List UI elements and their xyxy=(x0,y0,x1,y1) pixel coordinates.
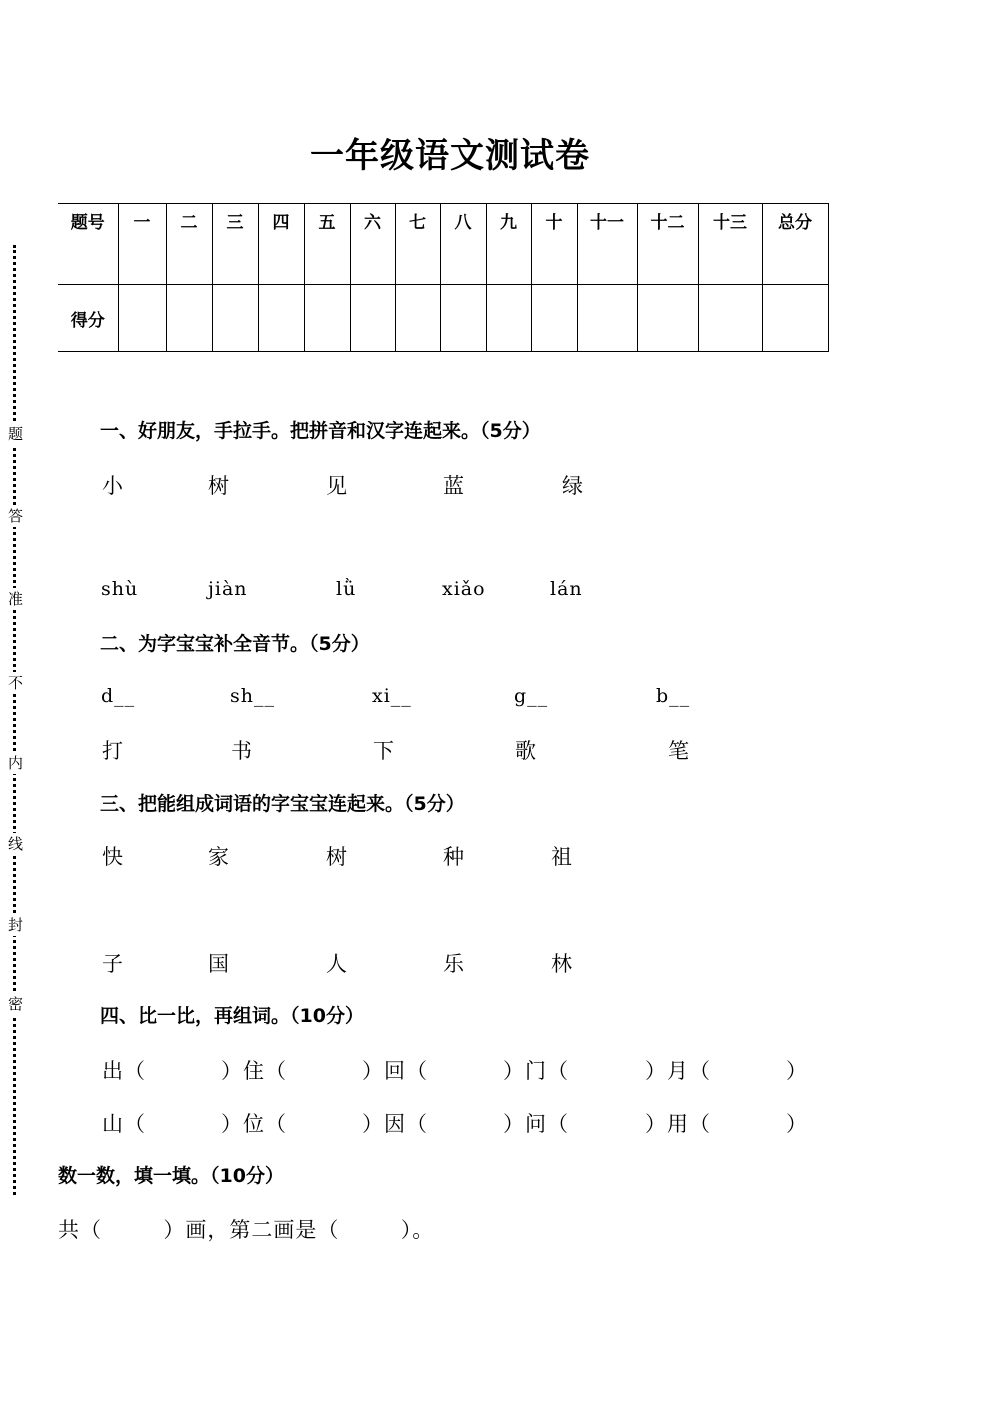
q1-pinyin: lán xyxy=(550,578,583,600)
q4-word-item: ）回（ xyxy=(362,1059,428,1083)
binding-char: 封 xyxy=(8,916,24,934)
binding-char: 题 xyxy=(8,425,24,443)
table-header-cell: 二 xyxy=(166,204,212,285)
q3-bottom-char: 林 xyxy=(551,952,573,976)
q3-top-char: 种 xyxy=(443,845,465,869)
table-header-cell: 六 xyxy=(350,204,395,285)
table-header-cell: 十三 xyxy=(698,204,762,285)
q2-char: 笔 xyxy=(668,739,690,763)
q1-char: 蓝 xyxy=(443,474,465,498)
q4-word-item: ）用（ xyxy=(645,1112,711,1136)
q3-bottom-char: 国 xyxy=(208,952,230,976)
q2-syllable: d__ xyxy=(101,685,136,707)
score-cell[interactable] xyxy=(762,285,828,352)
score-cell[interactable] xyxy=(577,285,637,352)
q1-char: 绿 xyxy=(562,474,584,498)
table-header-cell: 五 xyxy=(304,204,350,285)
score-cell[interactable] xyxy=(440,285,486,352)
binding-char: 线 xyxy=(8,835,24,853)
score-cell[interactable] xyxy=(395,285,440,352)
score-cell[interactable] xyxy=(258,285,304,352)
q4-word-item: ）门（ xyxy=(503,1059,569,1083)
score-cell[interactable] xyxy=(304,285,350,352)
q1-pinyin: jiàn xyxy=(208,578,248,600)
q4-word-item: 山（ xyxy=(102,1112,146,1136)
q1-char: 树 xyxy=(208,474,230,498)
q2-syllable: g__ xyxy=(514,685,549,707)
q4-word-item: 出（ xyxy=(102,1059,146,1083)
q2-syllable: xi__ xyxy=(372,685,412,707)
binding-char: 准 xyxy=(8,590,24,608)
q4-word-item: ）因（ xyxy=(362,1112,428,1136)
q2-syllable: sh__ xyxy=(230,685,275,707)
q2-char: 歌 xyxy=(515,739,537,763)
binding-char: 答 xyxy=(8,507,24,525)
table-header-cell: 题号 xyxy=(58,204,118,285)
question-4-heading: 四、比一比，再组词。（10分） xyxy=(100,1005,364,1027)
score-cell[interactable] xyxy=(486,285,531,352)
question-3-heading: 三、把能组成词语的字宝宝连起来。（5分） xyxy=(100,793,465,815)
binding-char: 不 xyxy=(8,674,24,692)
binding-char: 内 xyxy=(8,754,24,772)
q1-char: 见 xyxy=(326,474,348,498)
question-2-heading: 二、为字宝宝补全音节。（5分） xyxy=(100,633,370,655)
q1-pinyin: shù xyxy=(101,578,139,600)
q2-char: 书 xyxy=(231,739,253,763)
question-1-heading: 一、好朋友，手拉手。把拼音和汉字连起来。（5分） xyxy=(100,420,541,442)
table-header-cell: 九 xyxy=(486,204,531,285)
score-cell[interactable] xyxy=(212,285,258,352)
score-cell[interactable] xyxy=(118,285,166,352)
q4-word-item: ）月（ xyxy=(645,1059,711,1083)
q4-word-item: ）位（ xyxy=(221,1112,287,1136)
score-table-header-row xyxy=(58,204,828,285)
score-cell[interactable] xyxy=(350,285,395,352)
q2-syllable: b__ xyxy=(656,685,691,707)
q3-bottom-char: 人 xyxy=(326,952,348,976)
q3-top-char: 祖 xyxy=(551,845,573,869)
score-cell[interactable] xyxy=(166,285,212,352)
table-header-cell: 一 xyxy=(118,204,166,285)
q2-char: 打 xyxy=(102,739,124,763)
score-cell[interactable] xyxy=(637,285,698,352)
binding-char: 密 xyxy=(8,995,24,1013)
table-header-cell: 十 xyxy=(531,204,577,285)
q1-char: 小 xyxy=(102,474,124,498)
question-5-heading: 数一数，填一填。（10分） xyxy=(58,1165,284,1187)
table-header-cell: 十二 xyxy=(637,204,698,285)
table-header-cell: 十一 xyxy=(577,204,637,285)
score-table-score-row xyxy=(58,285,828,352)
q4-word-item: ） xyxy=(786,1112,808,1136)
q3-top-char: 树 xyxy=(326,845,348,869)
score-table xyxy=(58,203,829,352)
q2-char: 下 xyxy=(373,739,395,763)
table-header-cell: 总分 xyxy=(762,204,828,285)
table-header-cell: 三 xyxy=(212,204,258,285)
binding-dotted-line xyxy=(13,245,16,1195)
table-row-label: 得分 xyxy=(58,285,118,352)
q4-word-item: ） xyxy=(786,1059,808,1083)
page-title: 一年级语文测试卷 xyxy=(310,136,590,176)
score-cell[interactable] xyxy=(531,285,577,352)
q4-word-item: ）问（ xyxy=(503,1112,569,1136)
q3-bottom-char: 子 xyxy=(102,952,124,976)
table-header-cell: 四 xyxy=(258,204,304,285)
q3-top-char: 快 xyxy=(102,845,124,869)
q4-word-item: ）住（ xyxy=(221,1059,287,1083)
score-cell[interactable] xyxy=(698,285,762,352)
table-header-cell: 八 xyxy=(440,204,486,285)
q1-pinyin: xiǎo xyxy=(442,578,486,600)
table-header-cell: 七 xyxy=(395,204,440,285)
q5-fill-line: 共（ ）画，第二画是（ ）。 xyxy=(58,1218,435,1242)
q1-pinyin: lǜ xyxy=(336,578,357,600)
q3-bottom-char: 乐 xyxy=(443,952,465,976)
q3-top-char: 家 xyxy=(208,845,230,869)
